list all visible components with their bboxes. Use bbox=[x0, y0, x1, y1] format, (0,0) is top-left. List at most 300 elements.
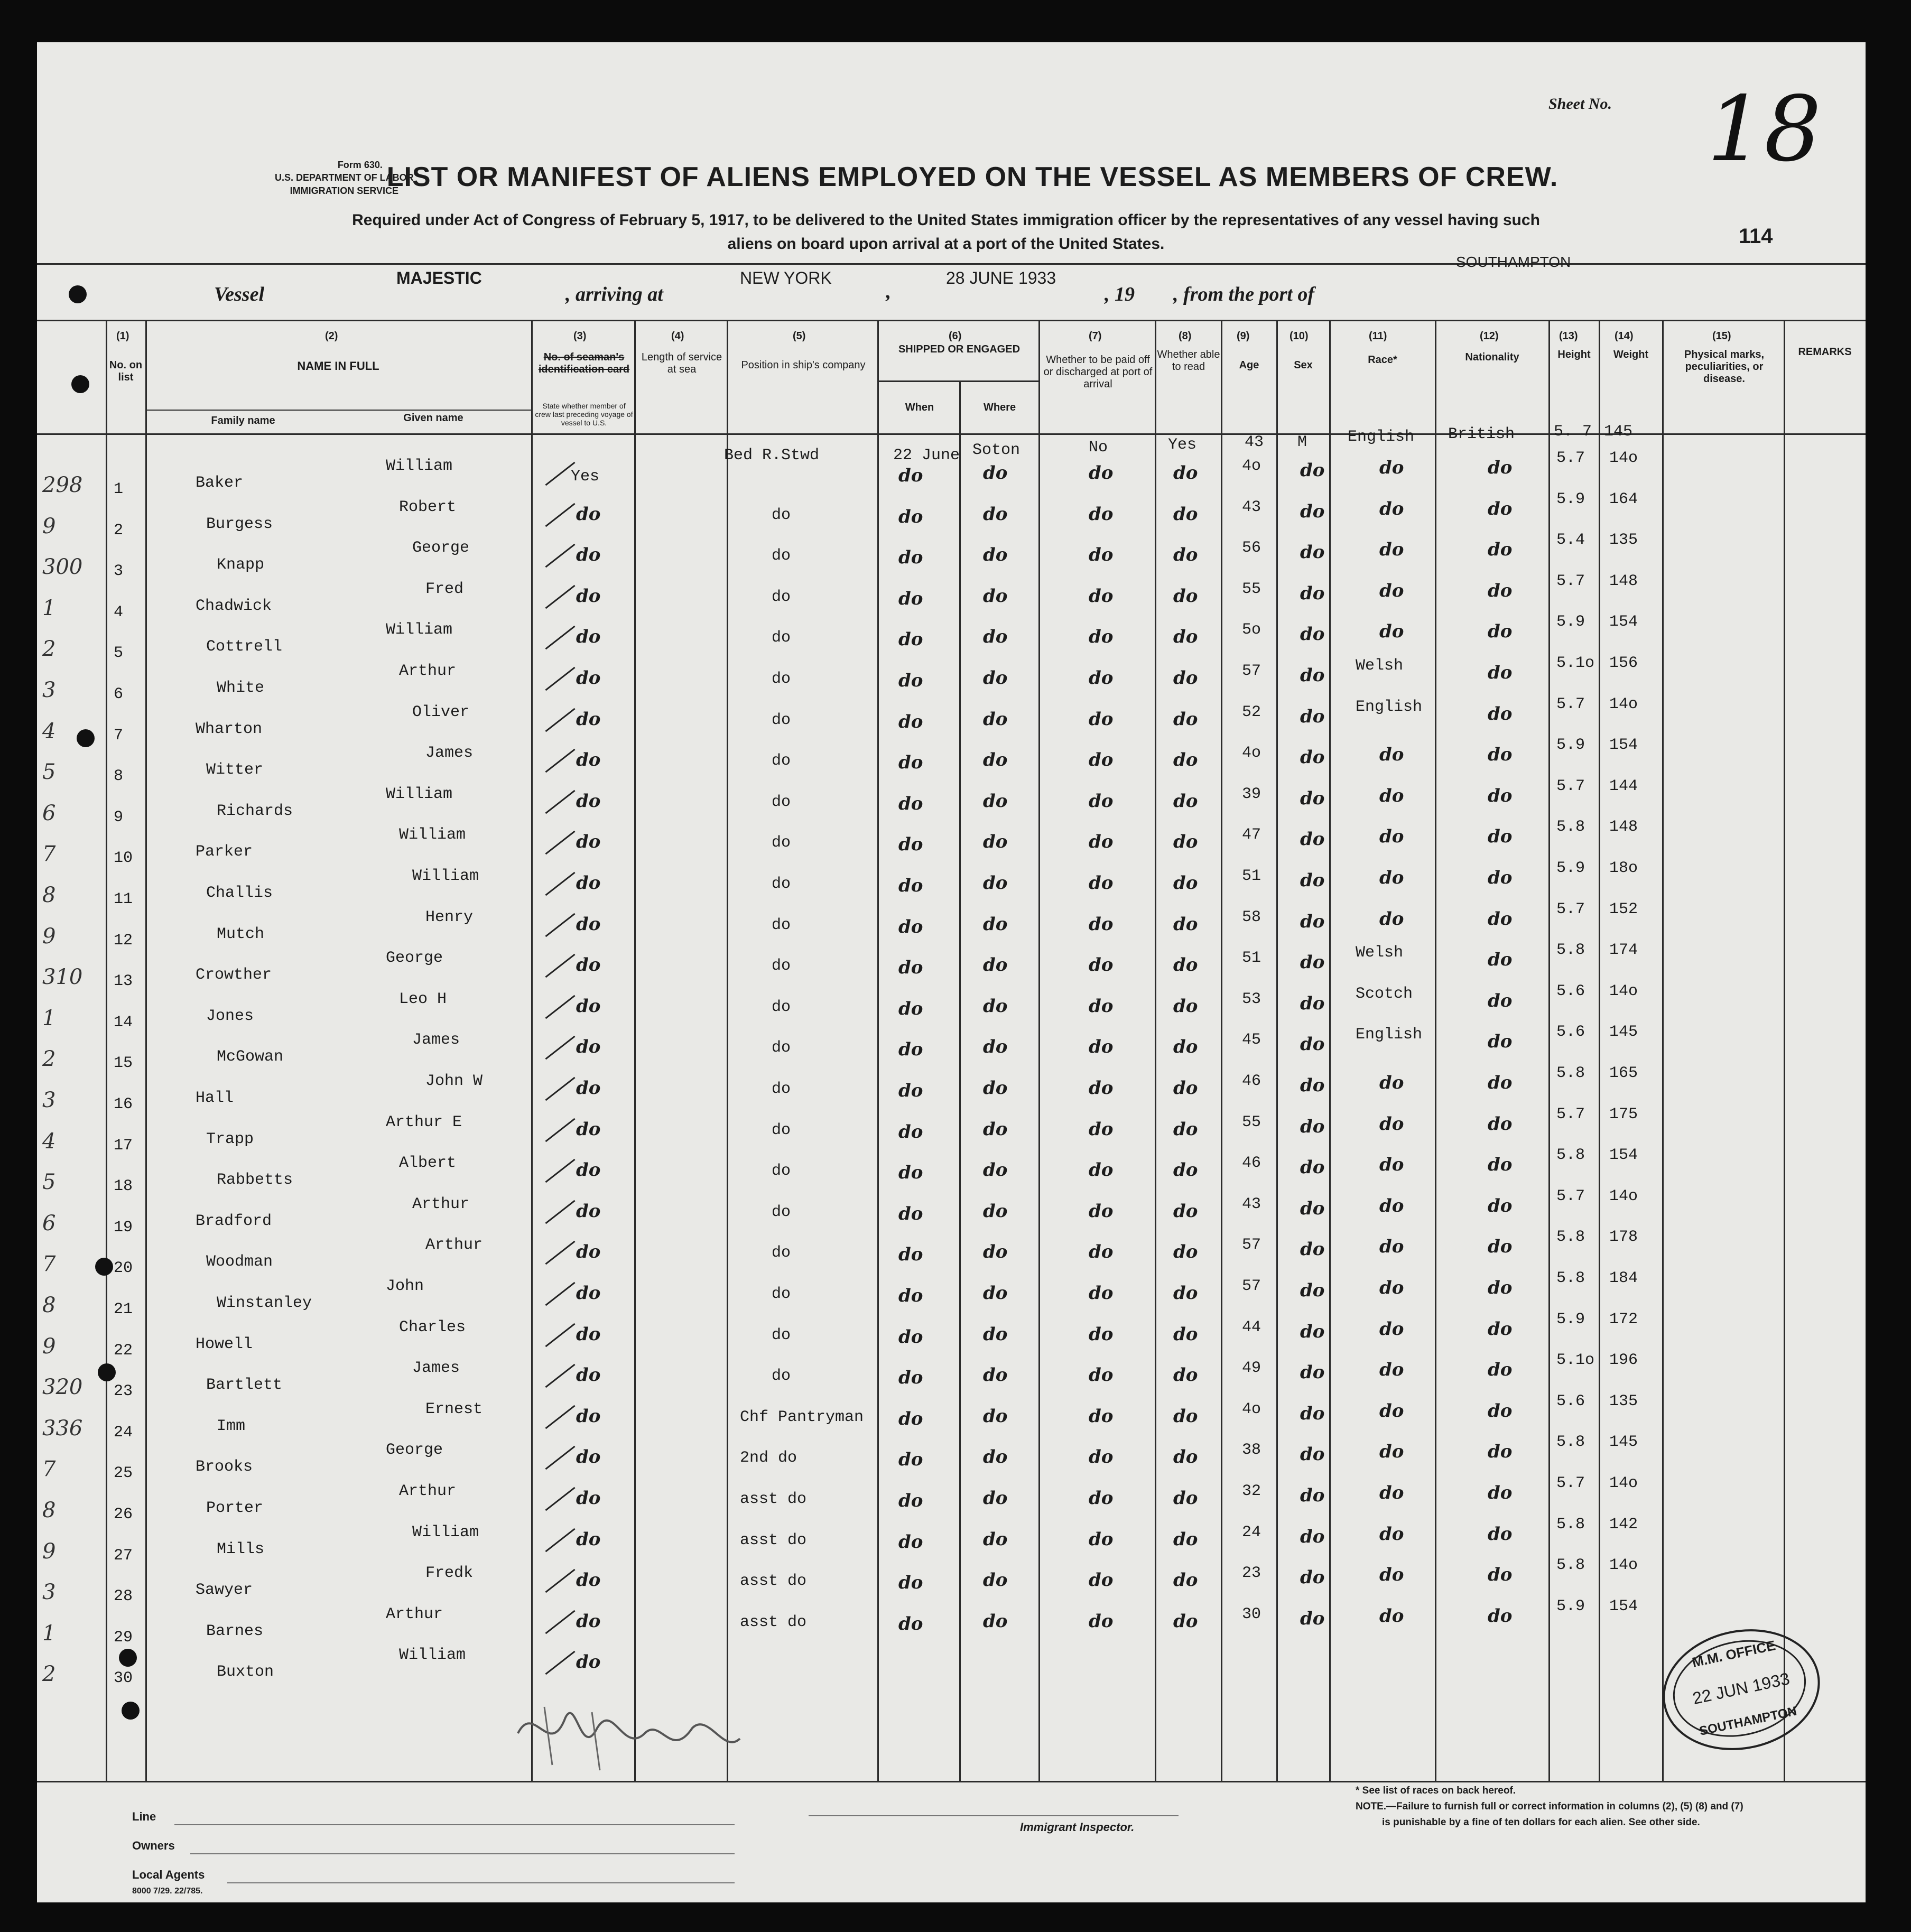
height: 5.7 bbox=[1556, 572, 1585, 590]
col9-number: (9) bbox=[1237, 330, 1250, 342]
col12-number: (12) bbox=[1480, 330, 1499, 342]
family-name: Burgess bbox=[206, 515, 273, 533]
race-ditto: do bbox=[1379, 1318, 1404, 1340]
check-mark bbox=[545, 995, 575, 1019]
margin-tally-number: 5 bbox=[42, 1170, 56, 1194]
check-mark bbox=[545, 1651, 575, 1675]
paid-off-ditto: do bbox=[1089, 1364, 1114, 1386]
given-name: William bbox=[412, 867, 479, 885]
previous-voyage-ditto: do bbox=[576, 1324, 601, 1345]
able-to-read-ditto: do bbox=[1173, 1119, 1198, 1140]
sheet-label: Sheet No. bbox=[1548, 95, 1612, 113]
paid-off-ditto: do bbox=[1089, 709, 1114, 730]
height: 5.9 bbox=[1556, 613, 1585, 631]
paid-off-ditto: do bbox=[1089, 872, 1114, 894]
row-number: 25 bbox=[114, 1464, 133, 1482]
age: 46 bbox=[1242, 1154, 1261, 1172]
able-to-read-ditto: do bbox=[1173, 1569, 1198, 1591]
previous-voyage-ditto: do bbox=[576, 504, 601, 525]
row-number: 7 bbox=[114, 727, 124, 745]
able-to-read-ditto: do bbox=[1173, 586, 1198, 607]
family-name: Barnes bbox=[206, 1622, 264, 1640]
family-name: Knapp bbox=[217, 556, 265, 574]
check-mark bbox=[545, 1364, 575, 1388]
height: 5.7 bbox=[1556, 449, 1585, 467]
family-name: Witter bbox=[206, 761, 264, 779]
departure-port: SOUTHAMPTON bbox=[1456, 254, 1571, 270]
sex-ditto: do bbox=[1300, 1608, 1325, 1629]
col-paid-off-header: Whether to be paid off or discharged at port of arrival bbox=[1043, 354, 1153, 390]
position: do bbox=[772, 1162, 791, 1180]
sex-ditto: do bbox=[1300, 1567, 1325, 1588]
nationality-ditto: do bbox=[1488, 1605, 1513, 1627]
paid-off-ditto: do bbox=[1089, 1119, 1114, 1140]
col-given-name-header: Given name bbox=[403, 412, 463, 424]
sex-ditto: do bbox=[1300, 747, 1325, 768]
able-to-read-ditto: do bbox=[1173, 914, 1198, 935]
given-name: James bbox=[425, 744, 474, 762]
height: 5.9 bbox=[1556, 490, 1585, 508]
engaged-where-ditto: do bbox=[983, 504, 1008, 525]
given-name: Arthur bbox=[399, 1482, 457, 1500]
margin-tally-number: 6 bbox=[42, 1211, 56, 1236]
family-name: Howell bbox=[196, 1335, 253, 1353]
col8-number: (8) bbox=[1179, 330, 1192, 342]
service-name: IMMIGRATION SERVICE bbox=[290, 185, 399, 196]
punch-hole bbox=[119, 1649, 137, 1667]
weight: 14o bbox=[1609, 982, 1638, 1000]
age: 46 bbox=[1242, 1072, 1261, 1090]
previous-voyage-ditto: do bbox=[576, 544, 601, 565]
col-when-header: When bbox=[905, 402, 934, 413]
col-remarks-header: REMARKS bbox=[1798, 346, 1852, 358]
able-to-read-ditto: do bbox=[1173, 1406, 1198, 1427]
engaged-when-ditto: do bbox=[898, 1572, 923, 1593]
margin-tally-number: 4 bbox=[42, 1129, 56, 1154]
first-able-to-read: Yes bbox=[1168, 436, 1197, 454]
weight: 154 bbox=[1609, 1146, 1638, 1164]
sex-ditto: do bbox=[1300, 1239, 1325, 1260]
first-nationality: British bbox=[1448, 425, 1515, 443]
row-number: 27 bbox=[114, 1547, 133, 1565]
paid-off-ditto: do bbox=[1089, 749, 1114, 770]
given-name: Ernest bbox=[425, 1400, 483, 1418]
height: 5.8 bbox=[1556, 1228, 1585, 1246]
race-ditto: do bbox=[1379, 826, 1404, 847]
nationality-ditto: do bbox=[1488, 621, 1513, 642]
row-number: 26 bbox=[114, 1506, 133, 1524]
first-paid-off: No bbox=[1089, 439, 1108, 457]
given-name: Charles bbox=[399, 1318, 466, 1336]
weight: 154 bbox=[1609, 1597, 1638, 1615]
engaged-when-ditto: do bbox=[898, 1531, 923, 1553]
margin-tally-number: 7 bbox=[42, 1252, 56, 1276]
race-ditto: do bbox=[1379, 1359, 1404, 1380]
nationality-ditto: do bbox=[1488, 1564, 1513, 1585]
nationality-ditto: do bbox=[1488, 1400, 1513, 1422]
given-name: John bbox=[386, 1277, 424, 1295]
previous-voyage-ditto: do bbox=[576, 667, 601, 689]
first-position: Bed R.Stwd bbox=[724, 447, 820, 465]
check-mark bbox=[545, 585, 575, 609]
col-service-length-header: Length of service at sea bbox=[641, 351, 722, 375]
footer-inspector-label: Immigrant Inspector. bbox=[1020, 1820, 1135, 1834]
age: 5o bbox=[1242, 621, 1261, 639]
able-to-read-ditto: do bbox=[1173, 1446, 1198, 1467]
position: do bbox=[772, 1121, 791, 1139]
height: 5.6 bbox=[1556, 982, 1585, 1000]
previous-voyage-ditto: do bbox=[576, 1488, 601, 1509]
family-name: Sawyer bbox=[196, 1581, 253, 1599]
nationality-ditto: do bbox=[1488, 1441, 1513, 1462]
nationality-ditto: do bbox=[1488, 1195, 1513, 1216]
height: 5.8 bbox=[1556, 1433, 1585, 1451]
weight: 144 bbox=[1609, 777, 1638, 795]
able-to-read-ditto: do bbox=[1173, 1078, 1198, 1099]
age: 43 bbox=[1242, 1195, 1261, 1213]
voyage-comma: , bbox=[885, 281, 890, 303]
row-number: 19 bbox=[114, 1219, 133, 1237]
family-name: Baker bbox=[196, 474, 244, 492]
stamp-office: M.M. OFFICE bbox=[1691, 1637, 1777, 1670]
engaged-where-ditto: do bbox=[983, 1078, 1008, 1099]
col-height-header: Height bbox=[1557, 349, 1591, 360]
col-weight-header: Weight bbox=[1613, 349, 1649, 360]
check-mark bbox=[545, 1077, 575, 1101]
weight: 135 bbox=[1609, 1392, 1638, 1410]
previous-voyage-ditto: do bbox=[576, 914, 601, 935]
height: 5.6 bbox=[1556, 1392, 1585, 1410]
age: 57 bbox=[1242, 662, 1261, 680]
col-prev-voyage-header: State whether member of crew last preceding voyage of vessel to U.S. bbox=[535, 402, 633, 428]
weight: 152 bbox=[1609, 900, 1638, 918]
engaged-where-ditto: do bbox=[983, 1119, 1008, 1140]
position: asst do bbox=[740, 1613, 807, 1631]
race-ditto: do bbox=[1379, 1277, 1404, 1298]
check-mark bbox=[545, 1241, 575, 1265]
engaged-when-ditto: do bbox=[898, 1080, 923, 1101]
col-where-header: Where bbox=[983, 402, 1016, 413]
race-ditto: do bbox=[1379, 1236, 1404, 1257]
footer-note-penalty-2: is punishable by a fine of ten dollars for each alien. See other side. bbox=[1382, 1817, 1700, 1828]
first-sex: M bbox=[1297, 433, 1307, 451]
previous-voyage: Yes bbox=[571, 468, 600, 486]
col-no-header: No. on list bbox=[109, 359, 143, 383]
margin-tally-number: 7 bbox=[42, 842, 56, 866]
punch-hole bbox=[98, 1363, 116, 1381]
nationality-ditto: do bbox=[1488, 1072, 1513, 1093]
age: 53 bbox=[1242, 990, 1261, 1008]
weight: 156 bbox=[1609, 654, 1638, 672]
race: Welsh bbox=[1356, 944, 1404, 962]
punch-hole bbox=[69, 285, 87, 303]
position: do bbox=[772, 752, 791, 770]
sex-ditto: do bbox=[1300, 1198, 1325, 1219]
age: 43 bbox=[1242, 498, 1261, 516]
check-mark bbox=[545, 749, 575, 773]
first-weight: 145 bbox=[1604, 423, 1633, 441]
margin-tally-number: 2 bbox=[42, 1662, 56, 1686]
age: 58 bbox=[1242, 908, 1261, 926]
col-sex-header: Sex bbox=[1294, 359, 1313, 371]
family-name: Woodman bbox=[206, 1253, 273, 1271]
weight: 14o bbox=[1609, 695, 1638, 713]
col10-number: (10) bbox=[1290, 330, 1309, 342]
able-to-read-ditto: do bbox=[1173, 1364, 1198, 1386]
row-number: 4 bbox=[114, 603, 124, 621]
given-name: Fredk bbox=[425, 1564, 474, 1582]
check-mark bbox=[545, 1487, 575, 1511]
row-number: 14 bbox=[114, 1014, 133, 1032]
check-mark bbox=[545, 544, 575, 568]
engaged-where-ditto: do bbox=[983, 1324, 1008, 1345]
race-ditto: do bbox=[1379, 457, 1404, 478]
margin-tally-number: 5 bbox=[42, 760, 56, 784]
position: Chf Pantryman bbox=[740, 1408, 864, 1426]
punch-hole bbox=[122, 1702, 140, 1720]
paid-off-ditto: do bbox=[1089, 996, 1114, 1017]
weight: 14o bbox=[1609, 449, 1638, 467]
row-number: 3 bbox=[114, 562, 124, 580]
check-mark bbox=[545, 667, 575, 691]
race-ditto: do bbox=[1379, 1605, 1404, 1627]
row-number: 29 bbox=[114, 1629, 133, 1647]
nationality-ditto: do bbox=[1488, 1277, 1513, 1298]
engaged-when-ditto: do bbox=[898, 1449, 923, 1470]
engaged-when-ditto: do bbox=[898, 506, 923, 527]
col-id-card-header: No. of seaman's identification card bbox=[538, 351, 630, 375]
row-number: 11 bbox=[114, 890, 133, 908]
paid-off-ditto: do bbox=[1089, 1488, 1114, 1509]
margin-tally-number: 2 bbox=[42, 1047, 56, 1071]
engaged-where-ditto: do bbox=[983, 1283, 1008, 1304]
margin-tally-number: 3 bbox=[42, 1580, 56, 1604]
previous-voyage-ditto: do bbox=[576, 1569, 601, 1591]
race-ditto: do bbox=[1379, 539, 1404, 560]
position: do bbox=[772, 957, 791, 975]
age: 57 bbox=[1242, 1277, 1261, 1295]
weight: 172 bbox=[1609, 1311, 1638, 1329]
nationality-ditto: do bbox=[1488, 1154, 1513, 1175]
col3-number: (3) bbox=[573, 330, 587, 342]
given-name: Arthur bbox=[425, 1236, 483, 1254]
given-name: Fred bbox=[425, 580, 464, 598]
row-number: 17 bbox=[114, 1137, 133, 1155]
family-name: White bbox=[217, 679, 265, 697]
row-number: 12 bbox=[114, 932, 133, 950]
weight: 145 bbox=[1609, 1023, 1638, 1041]
check-mark bbox=[545, 1282, 575, 1306]
engaged-where-ditto: do bbox=[983, 1488, 1008, 1509]
weight: 175 bbox=[1609, 1106, 1638, 1123]
nationality-ditto: do bbox=[1488, 1318, 1513, 1340]
engaged-when-ditto: do bbox=[898, 1408, 923, 1429]
col6-number: (6) bbox=[949, 330, 962, 342]
position: 2nd do bbox=[740, 1449, 797, 1467]
row-number: 22 bbox=[114, 1342, 133, 1360]
engaged-when-ditto: do bbox=[898, 957, 923, 978]
engaged-where-ditto: do bbox=[983, 1201, 1008, 1222]
race-ditto: do bbox=[1379, 1113, 1404, 1135]
given-name: William bbox=[386, 785, 453, 803]
weight: 14o bbox=[1609, 1187, 1638, 1205]
position: asst do bbox=[740, 1572, 807, 1590]
check-mark bbox=[545, 708, 575, 732]
col-read-header: Whether able to read bbox=[1157, 349, 1220, 373]
row-number: 21 bbox=[114, 1301, 133, 1318]
given-name: Oliver bbox=[412, 703, 470, 721]
paid-off-ditto: do bbox=[1089, 1529, 1114, 1550]
nationality-ditto: do bbox=[1488, 1113, 1513, 1135]
height: 5.4 bbox=[1556, 531, 1585, 549]
margin-tally-number: 310 bbox=[42, 965, 83, 989]
position: do bbox=[772, 629, 791, 647]
col-shipped-header: SHIPPED OR ENGAGED bbox=[898, 343, 1021, 355]
given-name: Arthur bbox=[386, 1605, 443, 1623]
family-name: Mutch bbox=[217, 925, 265, 943]
margin-tally-number: 8 bbox=[42, 1498, 56, 1522]
engaged-where-ditto: do bbox=[983, 1364, 1008, 1386]
engaged-where-ditto: do bbox=[983, 954, 1008, 976]
row-number: 16 bbox=[114, 1095, 133, 1113]
sex-ditto: do bbox=[1300, 1034, 1325, 1055]
age: 52 bbox=[1242, 703, 1261, 721]
weight: 196 bbox=[1609, 1351, 1638, 1369]
age: 4o bbox=[1242, 744, 1261, 762]
height: 5.7 bbox=[1556, 777, 1585, 795]
able-to-read-ditto: do bbox=[1173, 872, 1198, 894]
family-name: Hall bbox=[196, 1089, 234, 1107]
nationality-ditto: do bbox=[1488, 457, 1513, 478]
col1-number: (1) bbox=[116, 330, 129, 342]
margin-tally-number: 9 bbox=[42, 924, 56, 949]
engaged-where-ditto: do bbox=[983, 1529, 1008, 1550]
margin-tally-number: 9 bbox=[42, 514, 56, 538]
sex-ditto: do bbox=[1300, 1075, 1325, 1096]
sex-ditto: do bbox=[1300, 460, 1325, 481]
margin-tally-number: 336 bbox=[42, 1416, 83, 1441]
check-mark bbox=[545, 913, 575, 937]
family-name: Cottrell bbox=[206, 638, 283, 656]
check-mark bbox=[545, 954, 575, 978]
engaged-where-ditto: do bbox=[983, 791, 1008, 812]
age: 38 bbox=[1242, 1441, 1261, 1459]
paid-off-ditto: do bbox=[1089, 1324, 1114, 1345]
check-mark bbox=[545, 831, 575, 854]
row-number: 5 bbox=[114, 644, 124, 662]
nationality-ditto: do bbox=[1488, 1236, 1513, 1257]
sex-ditto: do bbox=[1300, 665, 1325, 686]
height: 5.9 bbox=[1556, 1311, 1585, 1329]
paid-off-ditto: do bbox=[1089, 1446, 1114, 1467]
age: 55 bbox=[1242, 1113, 1261, 1131]
check-mark bbox=[545, 1159, 575, 1183]
given-name: Albert bbox=[399, 1154, 457, 1172]
age: 49 bbox=[1242, 1359, 1261, 1377]
position: do bbox=[772, 1244, 791, 1262]
engaged-when-ditto: do bbox=[898, 711, 923, 732]
engaged-where-ditto: do bbox=[983, 872, 1008, 894]
office-stamp bbox=[1652, 1615, 1831, 1764]
position: do bbox=[772, 588, 791, 606]
previous-voyage-ditto: do bbox=[576, 1446, 601, 1467]
margin-tally-number: 2 bbox=[42, 637, 56, 661]
race-ditto: do bbox=[1379, 1482, 1404, 1503]
age: 45 bbox=[1242, 1031, 1261, 1049]
previous-voyage-ditto: do bbox=[576, 831, 601, 852]
family-name: McGowan bbox=[217, 1048, 284, 1066]
previous-voyage-ditto: do bbox=[576, 626, 601, 647]
engaged-where-ditto: do bbox=[983, 544, 1008, 565]
first-engaged-where: Soton bbox=[972, 441, 1021, 459]
weight: 142 bbox=[1609, 1516, 1638, 1534]
arriving-label: , arriving at bbox=[565, 283, 663, 305]
check-mark bbox=[545, 1118, 575, 1142]
sex-ditto: do bbox=[1300, 1321, 1325, 1342]
row-number: 2 bbox=[114, 522, 124, 540]
weight: 154 bbox=[1609, 613, 1638, 631]
age: 44 bbox=[1242, 1318, 1261, 1336]
position: do bbox=[772, 506, 791, 524]
engaged-when-ditto: do bbox=[898, 1121, 923, 1143]
race-ditto: do bbox=[1379, 867, 1404, 888]
table-bottom-rule bbox=[37, 1781, 1866, 1782]
position: do bbox=[772, 1039, 791, 1057]
nationality-ditto: do bbox=[1488, 1031, 1513, 1052]
position: do bbox=[772, 670, 791, 688]
position: do bbox=[772, 1285, 791, 1303]
able-to-read-ditto: do bbox=[1173, 791, 1198, 812]
able-to-read-ditto: do bbox=[1173, 544, 1198, 565]
footer-print-code: 8000 7/29. 22/785. bbox=[132, 1887, 203, 1896]
row-number: 9 bbox=[114, 809, 124, 826]
sex-ditto: do bbox=[1300, 624, 1325, 645]
height: 5.7 bbox=[1556, 1187, 1585, 1205]
check-mark bbox=[545, 1610, 575, 1634]
punch-hole bbox=[71, 375, 89, 393]
check-mark bbox=[545, 1323, 575, 1347]
given-name: James bbox=[412, 1359, 460, 1377]
engaged-when-ditto: do bbox=[898, 998, 923, 1019]
col5-number: (5) bbox=[793, 330, 806, 342]
margin-tally-number: 9 bbox=[42, 1539, 56, 1564]
nationality-ditto: do bbox=[1488, 949, 1513, 970]
given-name: William bbox=[386, 457, 453, 475]
age: 24 bbox=[1242, 1524, 1261, 1541]
paid-off-ditto: do bbox=[1089, 914, 1114, 935]
height: 5.8 bbox=[1556, 1516, 1585, 1534]
previous-voyage-ditto: do bbox=[576, 791, 601, 812]
able-to-read-ditto: do bbox=[1173, 749, 1198, 770]
age: 4o bbox=[1242, 457, 1261, 475]
paid-off-ditto: do bbox=[1089, 504, 1114, 525]
previous-voyage-ditto: do bbox=[576, 872, 601, 894]
previous-voyage-ditto: do bbox=[576, 1201, 601, 1222]
previous-voyage-ditto: do bbox=[576, 749, 601, 770]
form-number: Form 630. bbox=[337, 160, 383, 170]
able-to-read-ditto: do bbox=[1173, 709, 1198, 730]
able-to-read-ditto: do bbox=[1173, 1529, 1198, 1550]
row-number: 8 bbox=[114, 767, 124, 785]
given-name: George bbox=[386, 949, 443, 967]
sex-ditto: do bbox=[1300, 583, 1325, 604]
first-age: 43 bbox=[1245, 433, 1264, 451]
nationality-ditto: do bbox=[1488, 744, 1513, 765]
race-ditto: do bbox=[1379, 1441, 1404, 1462]
height: 5.8 bbox=[1556, 818, 1585, 836]
footer-owners-label: Owners bbox=[132, 1839, 175, 1852]
able-to-read-ditto: do bbox=[1173, 1324, 1198, 1345]
